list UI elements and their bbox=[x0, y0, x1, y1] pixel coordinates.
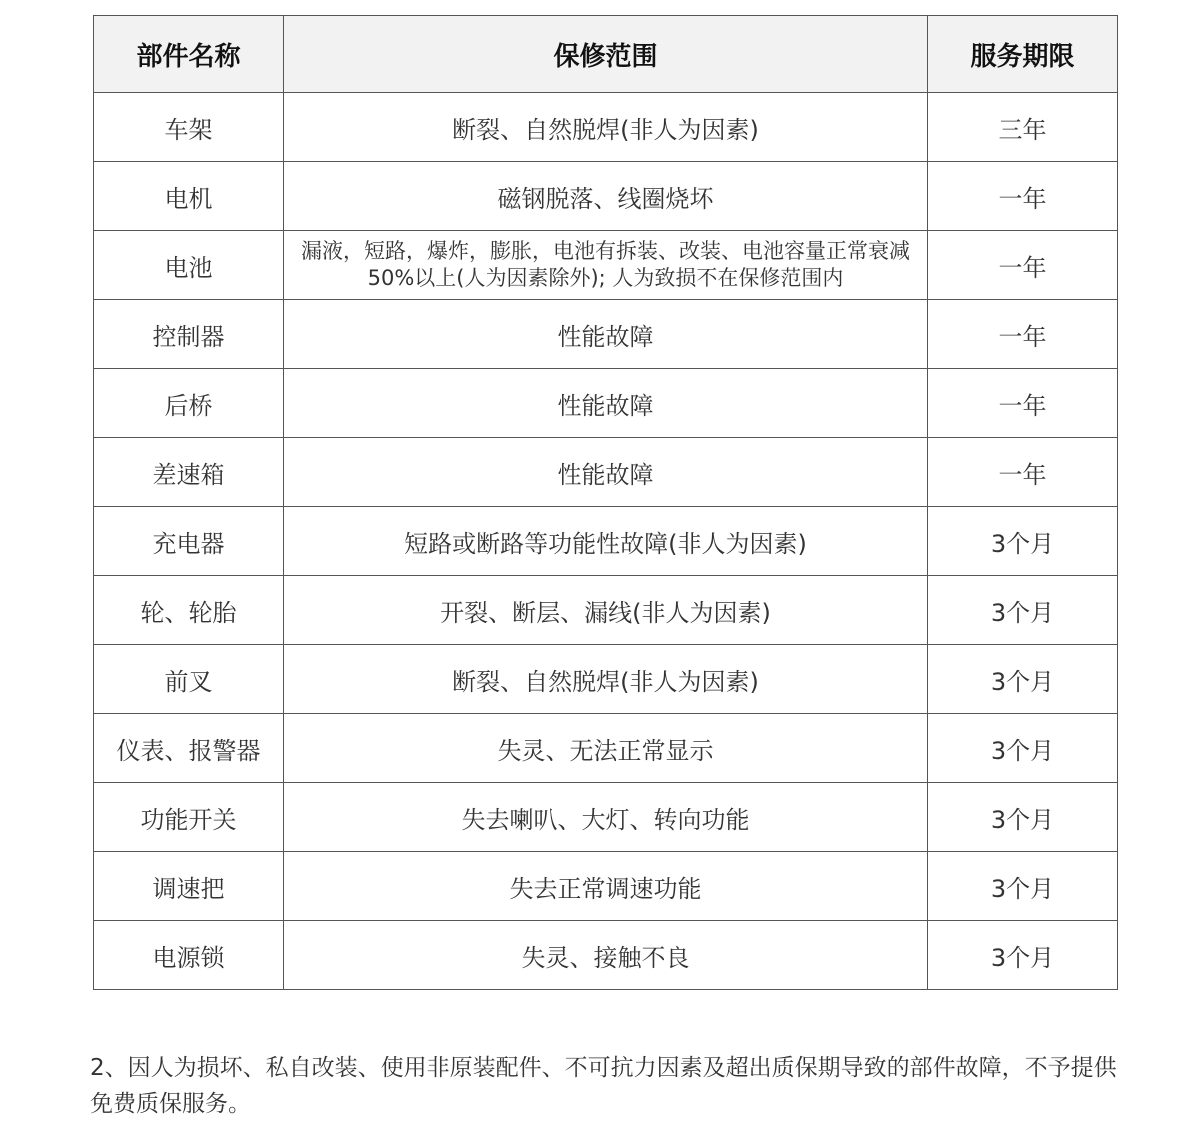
table-row bbox=[94, 300, 1118, 369]
service-term-cell: 一年 bbox=[928, 369, 1118, 438]
warranty-exclusion-note: 2、因人为损坏、私自改装、使用非原装配件、不可抗力因素及超出质保期导致的部件故障，不予提供免费质保服务。 bbox=[90, 1055, 1117, 1117]
table-row bbox=[94, 645, 1118, 714]
table-row bbox=[94, 852, 1118, 921]
table-row bbox=[94, 93, 1118, 162]
warranty-scope-cell: 失灵、无法正常显示 bbox=[284, 714, 928, 783]
part-name-cell: 车架 bbox=[94, 93, 284, 162]
warranty-scope-cell: 性能故障 bbox=[284, 369, 928, 438]
part-name-cell: 调速把 bbox=[94, 852, 284, 921]
warranty-scope-cell: 性能故障 bbox=[284, 300, 928, 369]
part-name-cell: 仪表、报警器 bbox=[94, 714, 284, 783]
service-term-cell: 3个月 bbox=[928, 852, 1118, 921]
service-term-cell: 一年 bbox=[928, 438, 1118, 507]
table-row bbox=[94, 507, 1118, 576]
warranty-scope-cell: 性能故障 bbox=[284, 438, 928, 507]
part-name-cell: 轮、轮胎 bbox=[94, 576, 284, 645]
table-row bbox=[94, 369, 1118, 438]
warranty-scope-cell: 断裂、自然脱焊(非人为因素) bbox=[284, 93, 928, 162]
warranty-scope-cell: 磁钢脱落、线圈烧坏 bbox=[284, 162, 928, 231]
part-name-cell: 后桥 bbox=[94, 369, 284, 438]
part-name-cell: 电源锁 bbox=[94, 921, 284, 990]
service-term-cell: 一年 bbox=[928, 300, 1118, 369]
table-row bbox=[94, 714, 1118, 783]
part-name-cell: 差速箱 bbox=[94, 438, 284, 507]
part-name-cell: 电机 bbox=[94, 162, 284, 231]
part-name-cell: 充电器 bbox=[94, 507, 284, 576]
part-name-cell: 功能开关 bbox=[94, 783, 284, 852]
warranty-scope-cell: 漏液，短路，爆炸，膨胀，电池有拆装、改装、电池容量正常衰减50%以上(人为因素除外); 人为致损不在保修范围内 bbox=[284, 231, 928, 300]
service-term-cell: 一年 bbox=[928, 162, 1118, 231]
table-row bbox=[94, 438, 1118, 507]
warranty-scope-cell: 失去喇叭、大灯、转向功能 bbox=[284, 783, 928, 852]
service-term-cell: 3个月 bbox=[928, 645, 1118, 714]
warranty-scope-cell: 断裂、自然脱焊(非人为因素) bbox=[284, 645, 928, 714]
table-row bbox=[94, 231, 1118, 300]
part-name-cell: 控制器 bbox=[94, 300, 284, 369]
service-term-cell: 3个月 bbox=[928, 714, 1118, 783]
header-part-name: 部件名称 bbox=[94, 16, 284, 93]
warranty-scope-cell: 开裂、断层、漏线(非人为因素) bbox=[284, 576, 928, 645]
service-term-cell: 3个月 bbox=[928, 783, 1118, 852]
part-name-cell: 前叉 bbox=[94, 645, 284, 714]
service-term-cell: 一年 bbox=[928, 231, 1118, 300]
warranty-scope-cell: 短路或断路等功能性故障(非人为因素) bbox=[284, 507, 928, 576]
warranty-table bbox=[93, 15, 1118, 990]
header-warranty-scope: 保修范围 bbox=[284, 16, 928, 93]
warranty-scope-cell: 失去正常调速功能 bbox=[284, 852, 928, 921]
table-header-row bbox=[94, 16, 1118, 93]
table-row bbox=[94, 921, 1118, 990]
table-row bbox=[94, 576, 1118, 645]
table-row bbox=[94, 162, 1118, 231]
service-term-cell: 3个月 bbox=[928, 576, 1118, 645]
table-row bbox=[94, 783, 1118, 852]
service-term-cell: 3个月 bbox=[928, 507, 1118, 576]
warranty-scope-cell: 失灵、接触不良 bbox=[284, 921, 928, 990]
service-term-cell: 3个月 bbox=[928, 921, 1118, 990]
header-service-term: 服务期限 bbox=[928, 16, 1118, 93]
part-name-cell: 电池 bbox=[94, 231, 284, 300]
service-term-cell: 三年 bbox=[928, 93, 1118, 162]
